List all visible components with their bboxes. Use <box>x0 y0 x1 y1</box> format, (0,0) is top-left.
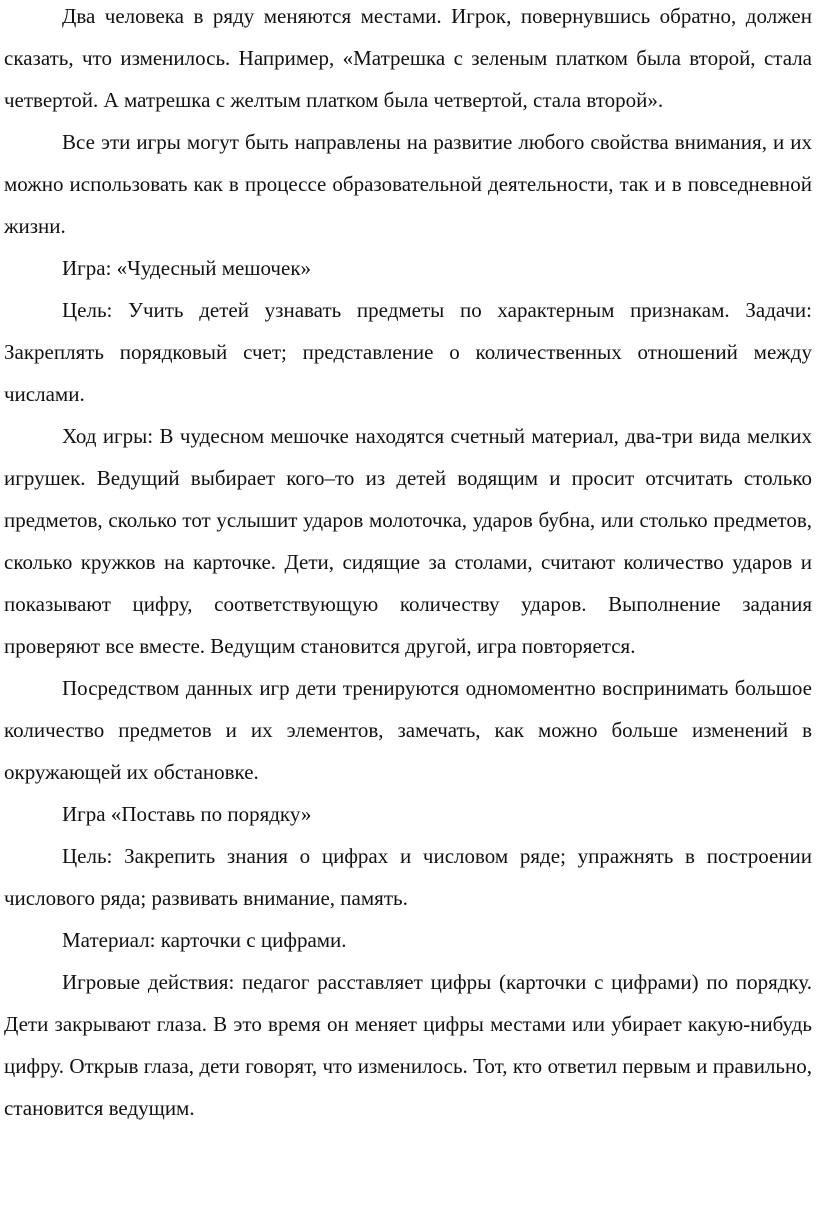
paragraph-material: Материал: карточки с цифрами. <box>62 928 347 952</box>
paragraph-training-summary: Посредством данных игр дети тренируются одномоментно воспринимать большое количество предметов и их элементов, замечать, как можно больше изменений в окружающей их обстановке. <box>4 676 812 784</box>
paragraph-game-actions: Игровые действия: педагог расставляет цифры (карточки с цифрами) по порядку. Дети закрывают глаза. В это время он меняет цифры местами или убирает какую-нибудь цифру. Открыв глаза, дети говорят, что изменилось. Тот, кто ответил первым и правильно, становится ведущим. <box>4 970 812 1120</box>
paragraph-swap-description: Два человека в ряду меняются местами. Игрок, повернувшись обратно, должен сказать, что изменилось. Например, «Матрешка с зеленым платком была второй, стала четвертой. А матрешка с желтым платком была четвертой, стала второй». <box>4 4 812 112</box>
heading-game-wonderful-bag: Игра: «Чудесный мешочек» <box>62 256 312 280</box>
paragraph-goal-put-in-order: Цель: Закрепить знания о цифрах и числовом ряде; упражнять в построении числового ряда; развивать внимание, память. <box>4 844 812 910</box>
paragraph-goal-wonderful-bag: Цель: Учить детей узнавать предметы по характерным признакам. Задачи: Закреплять порядковый счет; представление о количественных отношений между числами. <box>4 298 812 406</box>
paragraph-attention-games: Все эти игры могут быть направлены на развитие любого свойства внимания, и их можно использовать как в процессе образовательной деятельности, так и в повседневной жизни. <box>4 130 812 238</box>
heading-game-put-in-order: Игра «Поставь по порядку» <box>62 802 312 826</box>
paragraph-game-procedure: Ход игры: В чудесном мешочке находятся счетный материал, два-три вида мелких игрушек. Ведущий выбирает кого–то из детей водящим и просит отсчитать столько предметов, сколько тот услышит ударов молоточка, ударов бубна, или столько предметов, сколько кружков на карточке. Дети, сидящие за столами, считают количество ударов и показывают цифру, соответствующую количеству ударов. Выполнение задания проверяют все вместе. Ведущим становится другой, игра повторяется. <box>4 424 812 658</box>
